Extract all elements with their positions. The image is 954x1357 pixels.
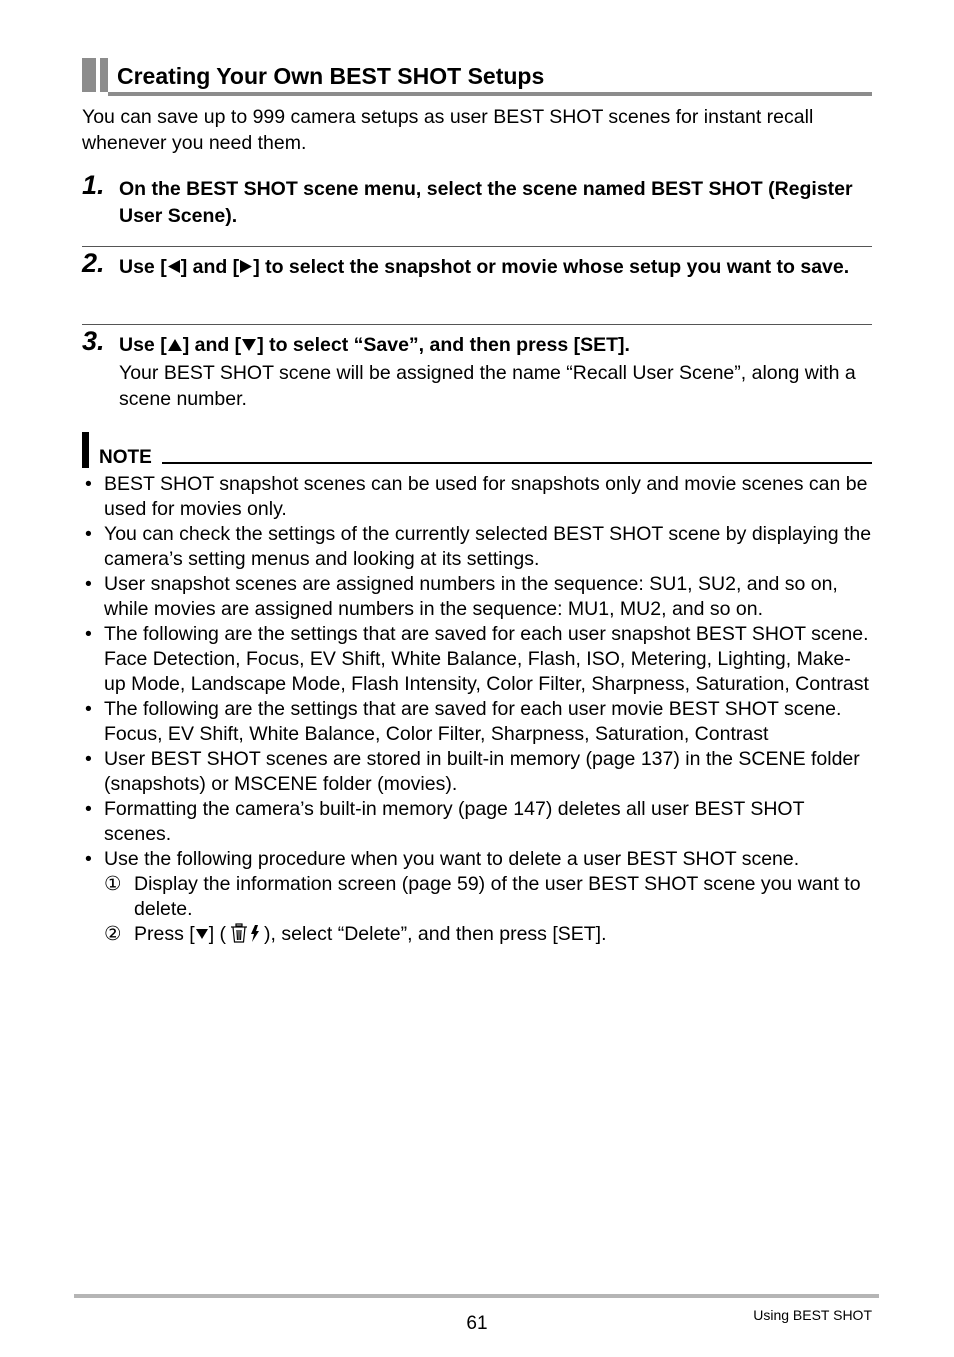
- step-number: 1.: [82, 170, 105, 200]
- up-arrow-icon: [167, 338, 183, 352]
- note-text: Use the following procedure when you want to delete a user BEST SHOT scene.: [104, 848, 800, 870]
- delete-step-text: Display the information screen (page 59) of the user BEST SHOT scene you want to delete.: [134, 873, 861, 920]
- note-text: BEST SHOT snapshot scenes can be used for snapshots only and movie scenes can be used for movies only.: [104, 473, 868, 520]
- step-text: Use [ ] and [ ] to select “Save”, and then press [SET].: [119, 334, 630, 356]
- right-arrow-icon: [239, 259, 253, 274]
- down-arrow-icon: [195, 928, 209, 940]
- delete-step-2: ② Press [ ] ( ), select “Delete”, and then press [SET].: [104, 923, 607, 945]
- note-text: User snapshot scenes are assigned numbers in the sequence: SU1, SU2, and so on, while movies are assigned numbers in the sequence: MU1, MU2, and so on.: [104, 573, 838, 620]
- heading-underline: [108, 92, 872, 96]
- bullet: •: [85, 523, 92, 545]
- bullet: •: [85, 573, 92, 595]
- note-text: You can check the settings of the currently selected BEST SHOT scene by displaying the camera’s setting menus and looking at its settings.: [104, 523, 872, 570]
- note-item: [82, 472, 872, 522]
- note-item: [82, 522, 872, 572]
- note-item: [82, 847, 872, 947]
- note-text: User BEST SHOT scenes are stored in built-in memory (page 137) in the SCENE folder (snapshots) or MSCENE folder (movies).: [104, 748, 860, 795]
- section-title: Creating Your Own BEST SHOT Setups: [117, 63, 545, 89]
- bullet: •: [85, 798, 92, 820]
- movie-settings-list: Focus, EV Shift, White Balance, Color Filter, Sharpness, Saturation, Contrast: [104, 723, 769, 745]
- down-arrow-icon: [241, 338, 257, 352]
- step-separator: [82, 324, 872, 325]
- snapshot-settings-list: Face Detection, Focus, EV Shift, White Balance, Flash, ISO, Metering, Lighting, Make-up Mode, Landscape Mode, Flash Intensity, Color Filter, Sharpness, Saturation, Contrast: [104, 648, 869, 695]
- step-text: Use [ ] and [ ] to select the snapshot or movie whose setup you want to save.: [119, 256, 850, 278]
- intro-paragraph: You can save up to 999 camera setups as user BEST SHOT scenes for instant recall whenever you need them.: [82, 106, 814, 154]
- note-text: Formatting the camera’s built-in memory (page 147) deletes all user BEST SHOT scenes.: [104, 798, 805, 845]
- note-label: NOTE: [99, 447, 152, 468]
- note-item: [82, 697, 872, 747]
- step-separator: [82, 246, 872, 247]
- bullet: •: [85, 623, 92, 645]
- bullet: •: [85, 748, 92, 770]
- section-heading: [82, 58, 872, 98]
- step-number: 2.: [82, 248, 105, 278]
- step-number: 3.: [82, 326, 105, 356]
- heading-bar-wide: [82, 58, 96, 92]
- note-text: The following are the settings that are saved for each user movie BEST SHOT scene.: [104, 698, 842, 720]
- heading-bar-narrow: [100, 58, 108, 92]
- note-bar: [82, 432, 89, 468]
- note-item: [82, 572, 872, 622]
- trash-flash-icon: [228, 923, 262, 943]
- note-list: [82, 472, 872, 947]
- note-item: [82, 797, 872, 847]
- delete-step-1: [104, 872, 872, 922]
- page-number: 61: [466, 1313, 488, 1334]
- note-item: [82, 622, 872, 697]
- note-text: The following are the settings that are saved for each user snapshot BEST SHOT scene.: [104, 623, 869, 645]
- bullet: •: [85, 473, 92, 495]
- step-detail: Your BEST SHOT scene will be assigned the name “Recall User Scene”, along with a scene number.: [119, 362, 856, 410]
- left-arrow-icon: [167, 259, 181, 274]
- footer-section-label: Using BEST SHOT: [753, 1307, 872, 1323]
- note-heading: [82, 432, 872, 468]
- step-text: On the BEST SHOT scene menu, select the scene named BEST SHOT (Register User Scene).: [119, 178, 853, 227]
- note-rule: [162, 462, 872, 464]
- note-item: [82, 747, 872, 797]
- circled-number: ②: [104, 923, 122, 945]
- footer-rule: [74, 1294, 879, 1298]
- circled-number: ①: [104, 873, 122, 895]
- bullet: •: [85, 848, 92, 870]
- bullet: •: [85, 698, 92, 720]
